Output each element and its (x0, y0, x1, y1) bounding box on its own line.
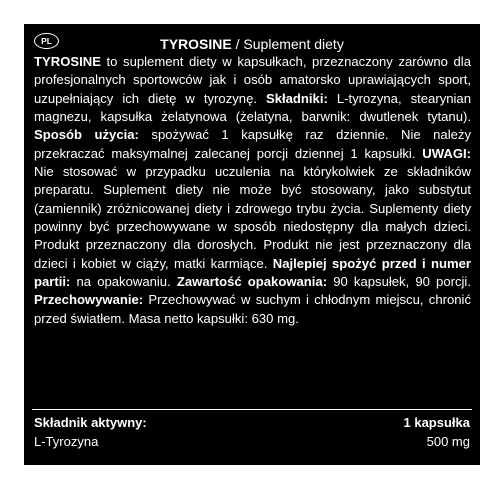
best-before-label: Najlepiej spożyć przed i numer partii: (34, 255, 472, 290)
ingredient-name: L-Tyrozyna (34, 434, 99, 449)
ingredient-table-header (34, 414, 470, 432)
storage-label: Przechowywanie: (34, 292, 144, 308)
usage-text: spożywać 1 kapsułkę raz dziennie. Nie należy przekraczać maksymalnej zalecanej porcji dziennej 1 kapsułki. (34, 127, 471, 161)
storage-text: Przechowywać w suchym i chłodnym miejscu, chronić przed światłem. Masa netto kapsułki: 630 mg. (34, 292, 471, 326)
active-ingredient-header: Składnik aktywny: (34, 415, 147, 430)
supplement-label (24, 24, 480, 465)
label-title (24, 35, 480, 53)
language-badge: PL (34, 33, 59, 49)
serving-header: 1 kapsułka (403, 415, 470, 430)
ingredients-label: Składniki: (265, 90, 328, 106)
contents-label: Zawartość opakowania: (176, 274, 328, 290)
contents-text: 90 kapsułek, 90 porcji. (327, 274, 471, 290)
best-before-text: na opakowaniu. (70, 274, 177, 290)
product-name: TYROSINE (160, 36, 232, 52)
warnings-text: Nie stosować w przypadku uczulenia na którykolwiek ze składników preparatu. Suplement diety nie może być stosowany, jako substytut (zamiennik) zróżnicowanej diety i zdrowego trybu życia. Suplementy diety powinny być przechowywane w sposób niedostępny dla małych dzieci. Produkt przeznaczony dla dorosłych. Produkt nie jest przeznaczony dla dzieci i kobiet w ciąży, matki karmiące. (34, 164, 471, 271)
usage-label: Sposób użycia: (34, 127, 139, 143)
label-description (34, 53, 471, 328)
intro-text: to suplement diety w kapsułkach, przeznaczony zarówno dla profesjonalnych sportowców jak i osób amatorsko uprawiających sport, uzupełniający ich dietę w tyrozynę. (34, 54, 471, 106)
ingredient-amount: 500 mg (426, 434, 470, 449)
table-row (34, 433, 470, 451)
title-separator: / (231, 36, 244, 52)
warnings-label: UWAGI: (422, 145, 471, 161)
table-divider (32, 409, 472, 410)
product-subtitle: Suplement diety (243, 36, 344, 52)
ingredients-text: L-tyrozyna, stearynian magnezu, kapsułka żelatynowa (żelatyna, barwnik: dwutlenek tytanu). (34, 90, 471, 125)
intro-product-name: TYROSINE (34, 54, 101, 69)
